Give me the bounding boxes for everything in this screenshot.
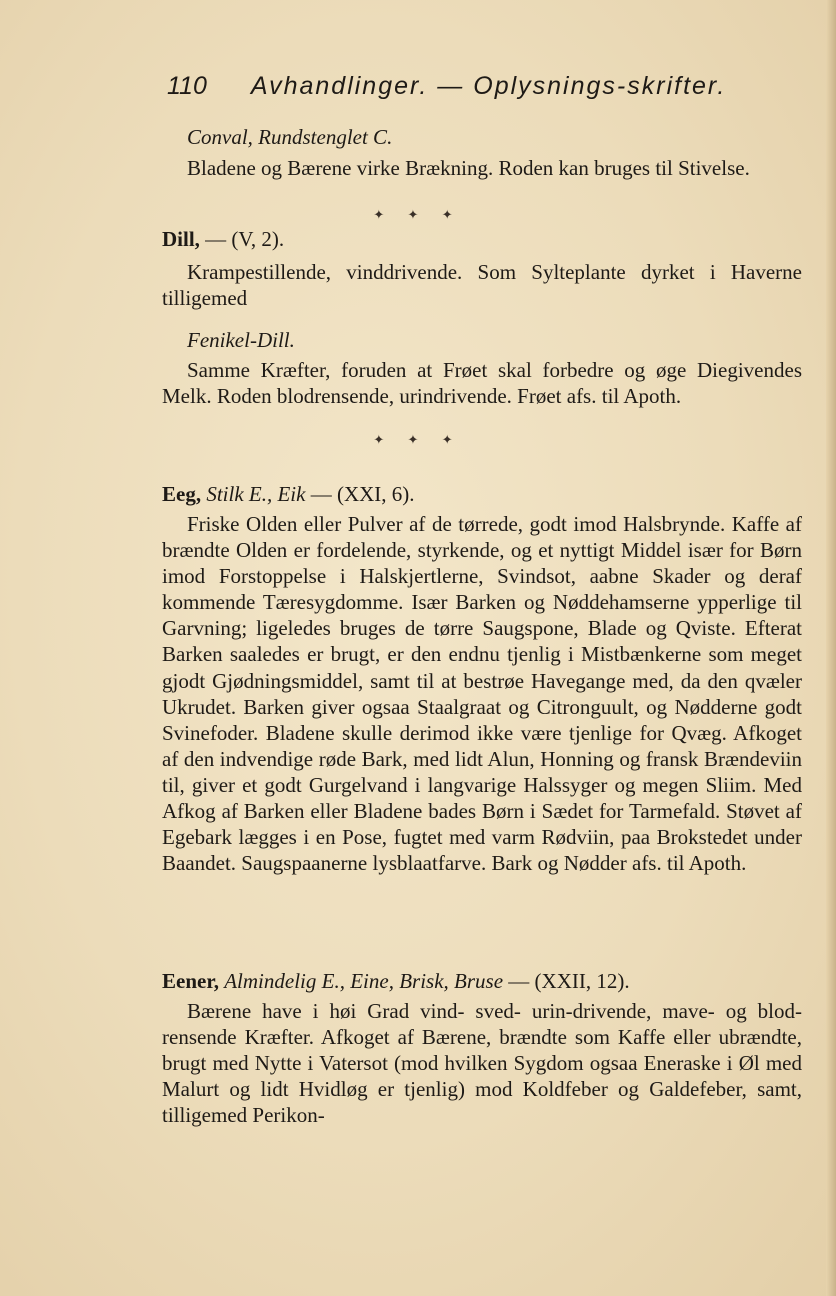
entry-eeg-heading: [162, 481, 802, 507]
entry-eener-synonyms: Almindelig E., Eine, Brisk, Bruse: [224, 969, 504, 993]
running-header: [167, 72, 727, 101]
entry-eener-text: Bærene have i høi Grad vind- sved- urin-drivende, mave- og blod-rensende Kræfter. Afkoget af Bærene, brændte som Kaffe eller ubrændte, brugt med Nytte i Vatersot (mod hvilken Sygdom ogsaa Eneraske i Øl med Malurt og lidt Hvidløg er tjenlig) mod Koldfeber og Galdefeber, samt, tilligemed Perikon-: [162, 999, 802, 1128]
entry-eener-ref: — (XXII, 12).: [503, 969, 630, 993]
entry-eeg-name: Eeg,: [162, 482, 202, 506]
entry-conval-heading: Conval, Rundstenglet C.: [187, 125, 393, 149]
entry-eeg-text: Friske Olden eller Pulver af de tørrede, godt imod Halsbrynde. Kaffe af brændte Olden er fordelende, styrkende, og et nyttigt Middel især for Børn imod Forstoppelse i Halskjertlerne, Svindsot, aabne Skader og deraf kommende Tæresygdomme. Især Barken og Nøddehamserne ypperlige til Garvning; ligeledes bruges de tørre Saugspone, Blade og Qviste. Efterat Barken saaledes er brugt, er den endnu tjenlig i Mistbænkerne som meget gjodt Gjødningsmiddel, samt til at bestrøe Havegange med, da den qvæler Ukrudet. Barken giver ogsaa Staalgraat og Citronguult, og Nødderne godt Svinefoder. Bladene skulle derimod ikke være tjenlige for Qvæg. Afkoget af den indvendige røde Bark, med lidt Alun, Honning og fransk Brændeviin til, giver et godt Gurgelvand i langvarige Halssyger og megen Sliim. Med Afkog af Barken eller Bladene bades Børn i Sædet for Tarmefald. Støvet af Egebark lægges i en Pose, fugtet med varm Rødviin, paa Brokstedet under Baandet. Saugspaanerne lysblaatfarve. Bark og Nødder afs. til Apoth.: [162, 512, 802, 876]
entry-dill: [162, 226, 802, 311]
entry-eeg: [162, 481, 802, 876]
entry-dill-name: Dill,: [162, 227, 200, 251]
page-edge: [826, 0, 836, 1296]
entry-dill-text: Krampestillende, vinddrivende. Som Sylteplante dyrket i Haverne tilligemed: [162, 260, 802, 311]
ornament-1: ✦ ✦ ✦: [373, 207, 463, 222]
entry-fenikel-heading: Fenikel-Dill.: [187, 328, 295, 352]
entry-eener: [162, 968, 802, 1128]
entry-eeg-ref: — (XXI, 6).: [305, 482, 415, 506]
entry-dill-heading: [162, 226, 802, 252]
entry-eener-heading: [162, 968, 802, 994]
running-title: Avhandlinger. — Oplysnings-skrifter.: [250, 72, 727, 100]
entry-eener-name: Eener,: [162, 969, 219, 993]
entry-fenikel-text: Samme Kræfter, foruden at Frøet skal forbedre og øge Diegivendes Melk. Roden blodrensende, urindrivende. Frøet afs. til Apoth.: [162, 358, 802, 409]
entry-dill-ref: — (V, 2).: [199, 227, 285, 251]
entry-conval-text: Bladene og Bærene virke Brækning. Roden kan bruges til Stivelse.: [187, 156, 750, 180]
entry-conval: [162, 124, 802, 181]
page-number: 110: [167, 72, 207, 100]
ornament-2: ✦ ✦ ✦: [373, 432, 463, 447]
entry-fenikel: [162, 327, 802, 409]
entry-eeg-synonyms: Stilk E., Eik: [206, 482, 306, 506]
